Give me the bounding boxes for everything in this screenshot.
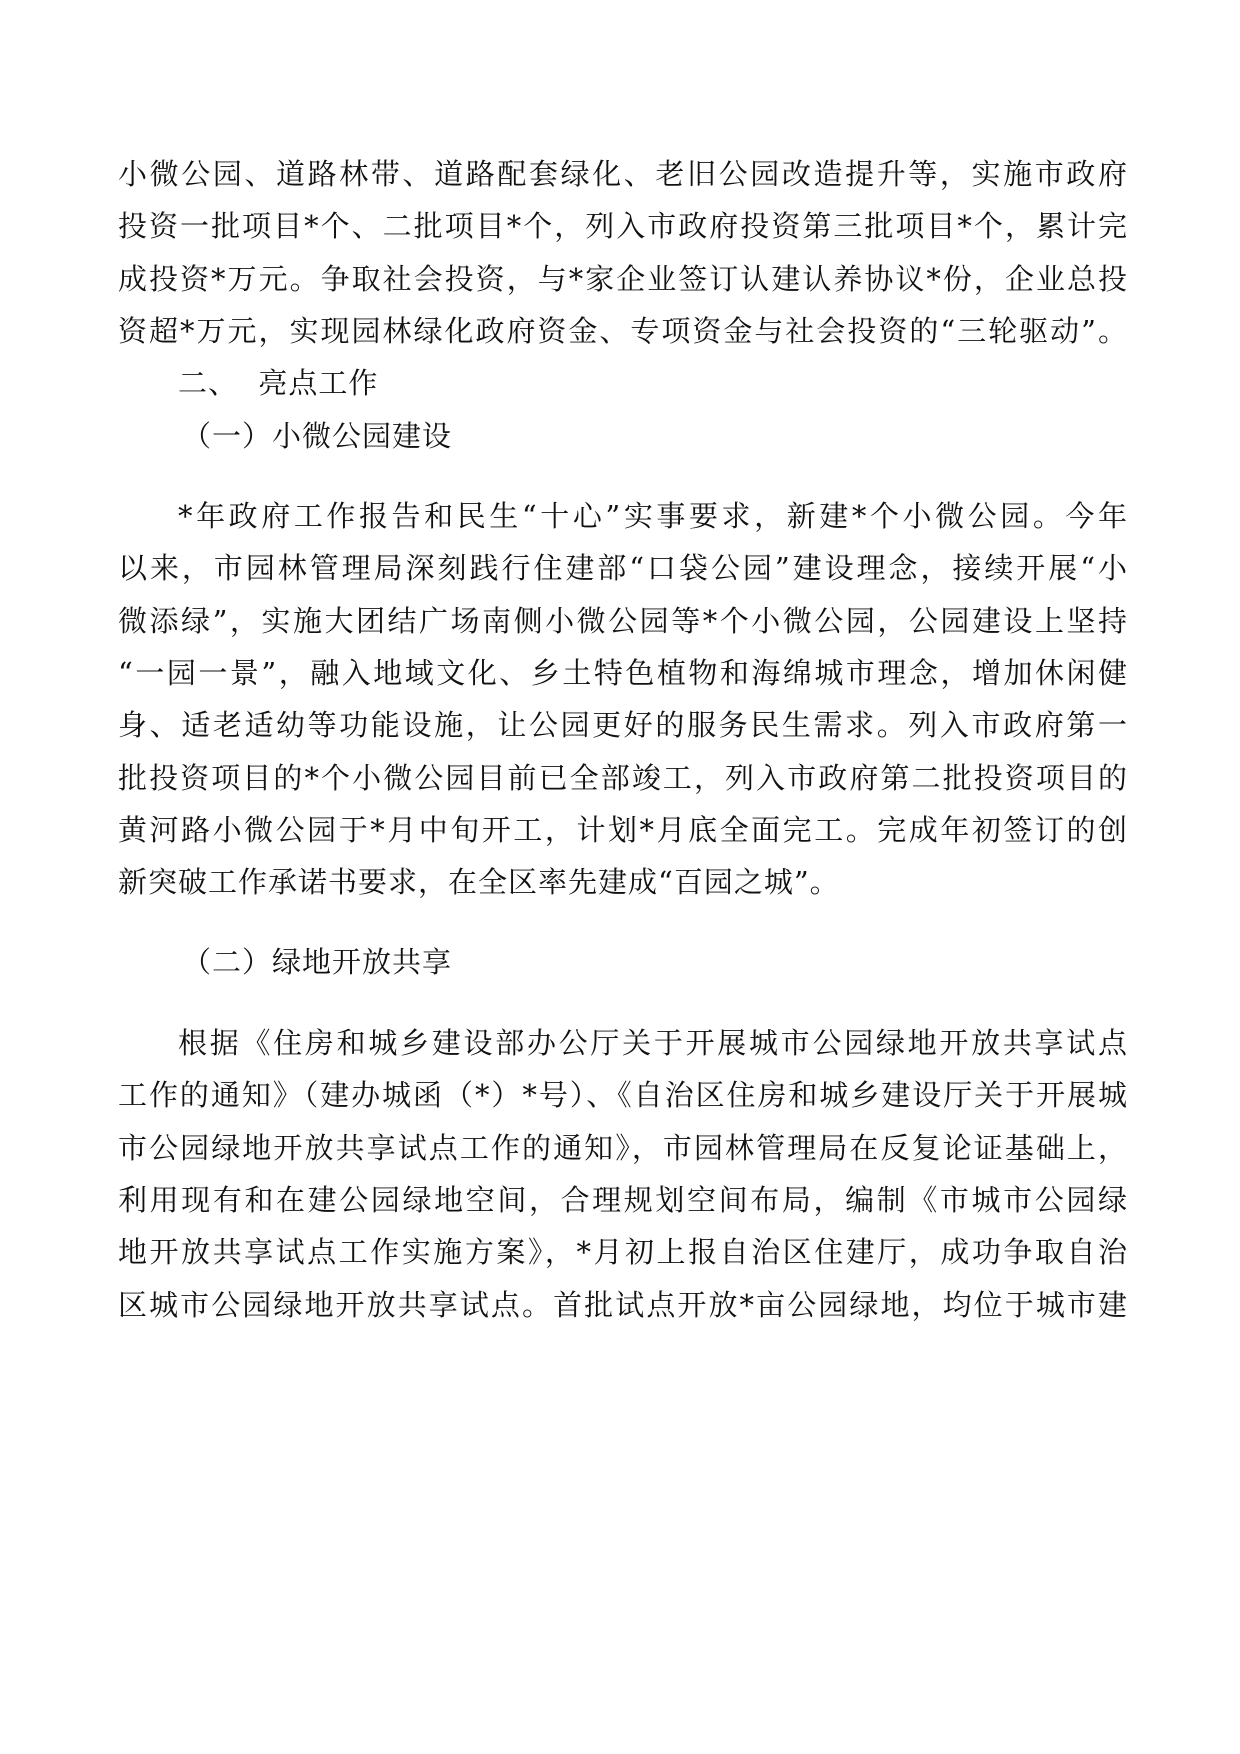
subsection-heading-green-space-sharing: （二）绿地开放共享 — [182, 945, 453, 979]
subsection-heading-small-parks: （一）小微公园建设 — [182, 419, 453, 453]
paragraph-3-line-1: 根据《住房和城乡建设部办公厅关于开展城市公园绿地开放共享试点 — [178, 1026, 1128, 1060]
paragraph-2-line-8: 新突破工作承诺书要求，在全区率先建成“百园之城”。 — [118, 865, 840, 899]
paragraph-2-line-2: 以来，市园林管理局深刻践行住建部“口袋公园”建设理念，接续开展“小 — [118, 551, 1128, 585]
paragraph-1-line-2: 投资一批项目*个、二批项目*个，列入市政府投资第三批项目*个，累计完 — [118, 209, 1128, 243]
paragraph-3-line-2: 工作的通知》（建办城函（*）*号）、《自治区住房和城乡建设厅关于开展城 — [118, 1078, 1128, 1112]
paragraph-2-line-4: “一园一景”，融入地域文化、乡土特色植物和海绵城市理念，增加休闲健 — [118, 656, 1128, 690]
paragraph-2-line-7: 黄河路小微公园于*月中旬开工，计划*月底全面完工。完成年初签订的创 — [118, 813, 1128, 847]
section-heading-highlights: 二、 亮点工作 — [178, 366, 379, 400]
paragraph-3-line-4: 利用现有和在建公园绿地空间，合理规划空间布局，编制《市城市公园绿 — [118, 1183, 1128, 1217]
paragraph-1-line-3: 成投资*万元。争取社会投资，与*家企业签订认建认养协议*份，企业总投 — [118, 262, 1128, 296]
paragraph-3-line-6: 区城市公园绿地开放共享试点。首批试点开放*亩公园绿地，均位于城市建 — [118, 1288, 1128, 1322]
paragraph-2-line-5: 身、适老适幼等功能设施，让公园更好的服务民生需求。列入市政府第一 — [118, 708, 1128, 742]
paragraph-3-line-3: 市公园绿地开放共享试点工作的通知》，市园林管理局在反复论证基础上， — [118, 1131, 1128, 1165]
paragraph-1-line-4: 资超*万元，实现园林绿化政府资金、专项资金与社会投资的“三轮驱动”。 — [118, 314, 1128, 348]
paragraph-2-line-1: *年政府工作报告和民生“十心”实事要求，新建*个小微公园。今年 — [178, 499, 1128, 533]
paragraph-1-line-1: 小微公园、道路林带、道路配套绿化、老旧公园改造提升等，实施市政府 — [118, 157, 1128, 191]
paragraph-2-line-6: 批投资项目的*个小微公园目前已全部竣工，列入市政府第二批投资项目的 — [118, 761, 1128, 795]
paragraph-3-line-5: 地开放共享试点工作实施方案》，*月初上报自治区住建厅，成功争取自治 — [118, 1235, 1128, 1269]
paragraph-2-line-3: 微添绿”，实施大团结广场南侧小微公园等*个小微公园，公园建设上坚持 — [118, 604, 1128, 638]
